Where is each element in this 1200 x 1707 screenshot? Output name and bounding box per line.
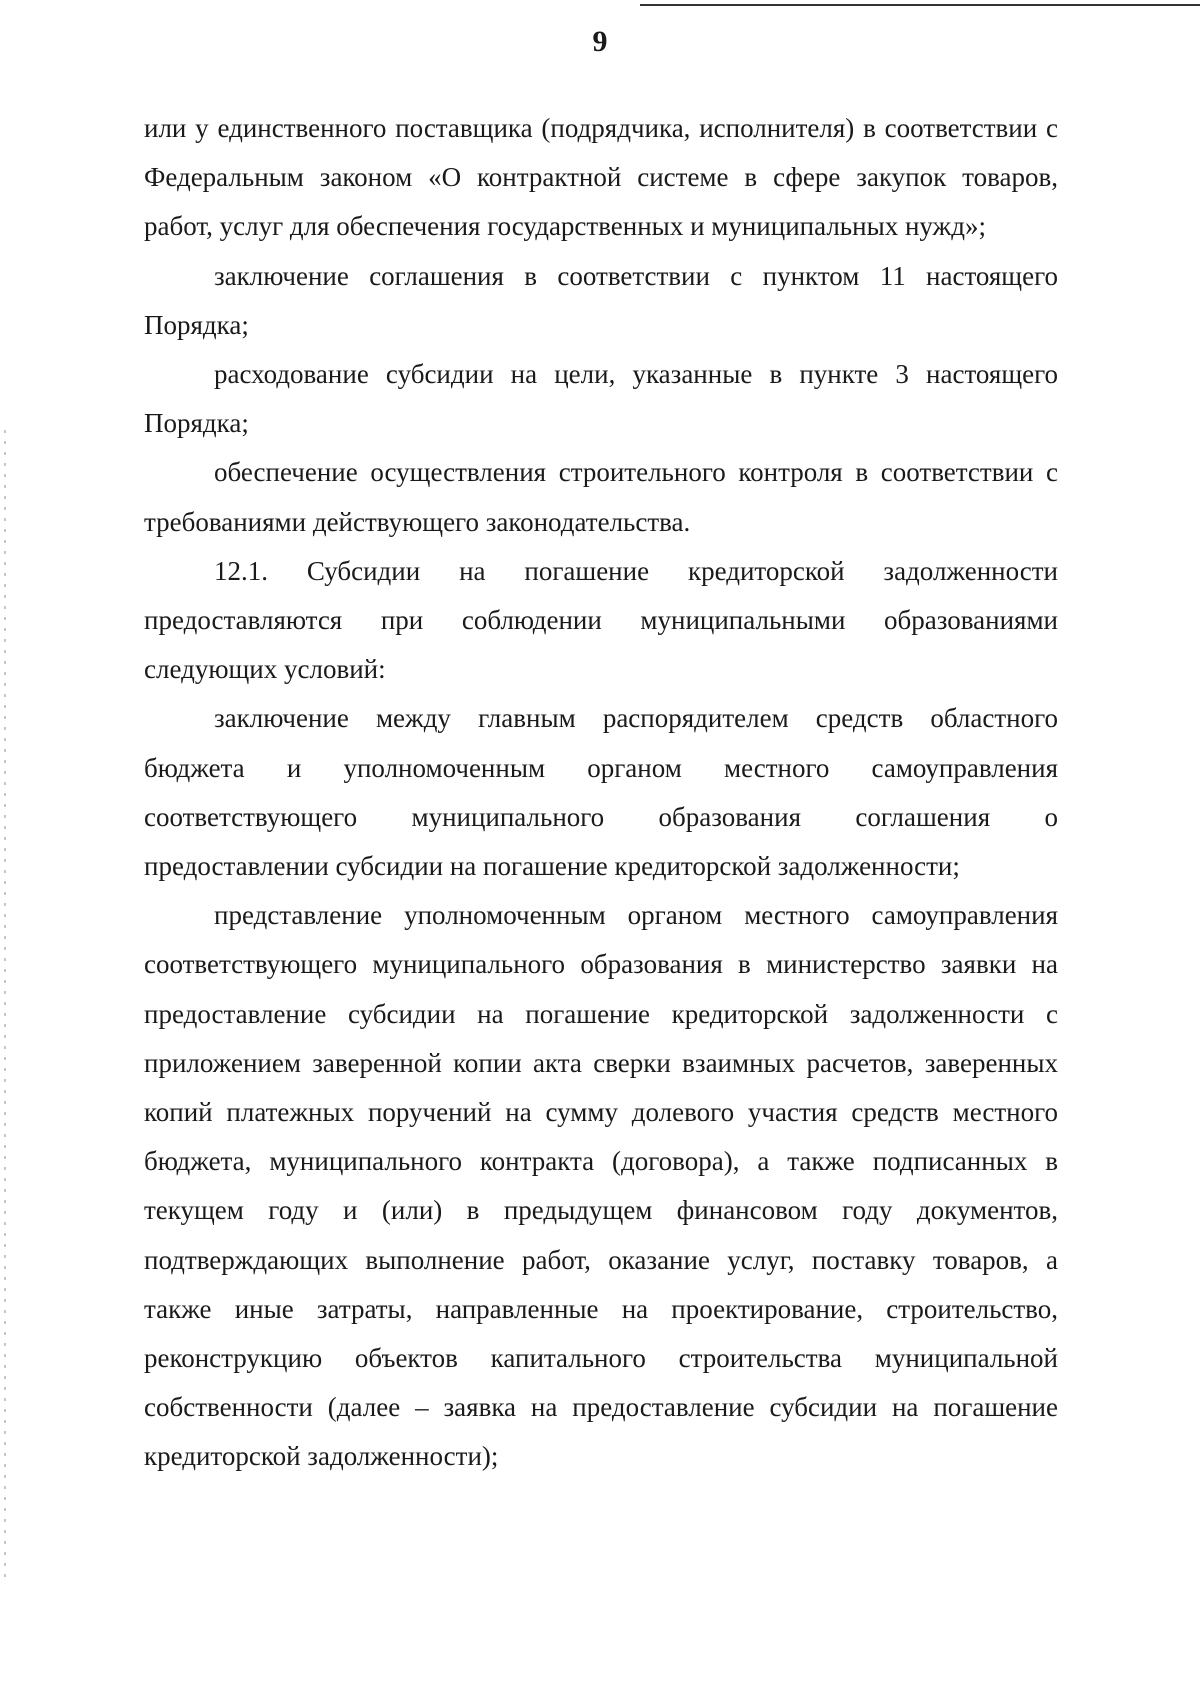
document-body — [144, 104, 1058, 1482]
scan-edge-marks — [4, 430, 6, 1580]
paragraph: или у единственного поставщика (подрядчика, исполнителя) в соответствии с Федеральным законом «О контрактной системе в сфере закупок товаров, работ, услуг для обеспечения государственных и муниципальных нужд»; — [144, 113, 1058, 242]
paragraph: представление уполномоченным органом местного самоуправления соответствующего муниципального образования в министерство заявки на предоставление субсидии на погашение кредиторской задолженности с приложением заверенной копии акта сверки взаимных расчетов, заверенных копий платежных поручений на сумму долевого участия средств местного бюджета, муниципального контракта (договора), а также подписанных в текущем году и (или) в предыдущем финансовом году документов, подтверждающих выполнение работ, оказание услуг, поставку товаров, а также иные затраты, направленные на проектирование, строительство, реконструкцию объектов капитального строительства муниципальной собственности (далее – заявка на предоставление субсидии на погашение кредиторской задолженности); — [144, 900, 1058, 1472]
paragraph: обеспечение осуществления строительного контроля в соответствии с требованиями действующего законодательства. — [144, 457, 1058, 537]
paragraph: расходование субсидии на цели, указанные в пункте 3 настоящего Порядка; — [144, 359, 1058, 439]
paragraph: заключение соглашения в соответствии с пунктом 11 настоящего Порядка; — [144, 260, 1058, 340]
paragraph: 12.1. Субсидии на погашение кредиторской задолженности предоставляются при соблюдении муниципальными образованиями следующих условий: — [144, 555, 1058, 685]
paragraph: заключение между главным распорядителем средств областного бюджета и уполномоченным органом местного самоуправления соответствующего муниципального образования соглашения о предоставлении субсидии на погашение кредиторской задолженности; — [144, 703, 1058, 882]
top-rule — [640, 4, 1200, 6]
page-number: 9 — [592, 25, 608, 58]
